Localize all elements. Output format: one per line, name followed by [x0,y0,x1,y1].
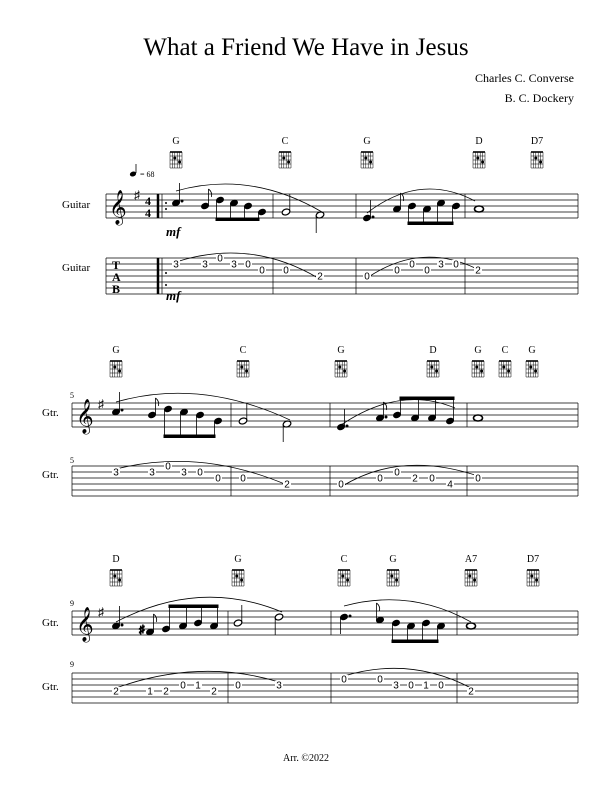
time-sig-top: 4 [145,194,151,208]
tab-fret-number [180,468,188,479]
staff-label: Guitar [62,199,91,211]
chord-diagram-g [110,345,122,377]
svg-text:3: 3 [173,259,179,271]
tab-fret-number [196,468,204,479]
svg-text:2: 2 [211,686,217,698]
tab-clef-a: A [112,270,121,284]
svg-text:3: 3 [231,259,237,271]
tempo-text: = 68 [140,170,155,179]
staff-label: Gtr. [42,617,59,629]
svg-text:0: 0 [394,265,400,277]
svg-text:0: 0 [394,467,400,479]
tab-fret-number [452,260,460,271]
tab-fret-number [179,681,187,692]
chord-diagram-g [361,136,373,168]
tab-fret-number [275,681,283,692]
tab-fret-number [437,681,445,692]
tab-fret-number [411,474,419,485]
tab-fret-number [146,687,154,698]
tab-measure-number: 5 [70,456,74,465]
system-2 [42,345,578,496]
tab-fret-number [428,474,436,485]
chord-diagram-g [526,345,538,377]
svg-text:0: 0 [180,680,186,692]
chord-name: C [501,345,509,356]
key-signature-sharp-icon: ♯ [98,605,104,619]
tab-label: Gtr. [42,681,59,693]
svg-text:0: 0 [429,473,435,485]
tab-label: Gtr. [42,469,59,481]
tab-fret-number [112,687,120,698]
tab-fret-number [340,675,348,686]
tab-dynamic-mark: mf [166,288,181,303]
tab-fret-number [423,266,431,277]
chord-diagram-g [387,554,399,586]
svg-text:0: 0 [235,680,241,692]
svg-text:2: 2 [317,271,323,283]
svg-text:0: 0 [377,674,383,686]
svg-text:0: 0 [283,265,289,277]
svg-text:0: 0 [377,473,383,485]
chord-diagram-g [232,554,244,586]
sharp-accidental-icon: ♯ [139,624,145,636]
tab-clef-t: T [112,258,121,272]
chord-name: G [389,554,397,565]
tab-measure-number: 9 [70,660,74,669]
svg-text:0: 0 [475,473,481,485]
tab-fret-number [148,468,156,479]
tab-fret-number [216,254,224,265]
tab-fret-number [376,474,384,485]
svg-text:0: 0 [409,259,415,271]
tab-fret-number [467,687,475,698]
chord-name: D [475,136,483,147]
svg-text:3: 3 [202,259,208,271]
tab-fret-number [210,687,218,698]
tab-fret-number [316,272,324,283]
chord-name: D7 [526,554,540,565]
tab-fret-number [164,462,172,473]
chord-name: C [340,554,348,565]
chord-diagram-d7 [531,136,543,168]
tab-fret-number [393,266,401,277]
chord-diagram-g [335,345,347,377]
tab-fret-number [422,681,430,692]
svg-text:1: 1 [147,686,153,698]
tab-fret-number [337,480,345,491]
score-title: What a Friend We Have in Jesus [143,34,469,61]
chord-diagram-g [170,136,182,168]
tempo-mark [129,164,154,179]
tab-fret-number [172,260,180,271]
treble-clef-icon: 𝄞 [76,400,94,433]
tab-fret-number [282,266,290,277]
notes-measure-5-8 [112,392,483,442]
chord-diagram-d7 [527,554,539,586]
tab-staff [72,466,578,496]
svg-text:3: 3 [181,467,187,479]
tab-fret-number [201,260,209,271]
svg-text:0: 0 [245,259,251,271]
svg-text:0: 0 [408,680,414,692]
svg-text:0: 0 [217,253,223,265]
tab-fret-number [393,468,401,479]
tab-fret-number [258,266,266,277]
chord-name: G [234,554,242,565]
svg-text:0: 0 [424,265,430,277]
tab-fret-number [474,474,482,485]
tab-fret-number [230,260,238,271]
tab-fret-number [363,272,371,283]
svg-text:2: 2 [113,686,119,698]
chord-diagram-c [237,345,249,377]
treble-clef-icon: 𝄞 [109,191,127,224]
tab-fret-number [234,681,242,692]
svg-text:3: 3 [276,680,282,692]
svg-text:1: 1 [423,680,429,692]
notes-measure-1-4 [172,183,484,233]
copyright-footer: Arr. ©2022 [283,753,329,764]
tab-fret-number [474,266,482,277]
chord-name: G [112,345,120,356]
svg-text:0: 0 [215,473,221,485]
chord-name: G [172,136,180,147]
tab-fret-number [194,681,202,692]
chord-diagram-d [110,554,122,586]
svg-text:2: 2 [412,473,418,485]
treble-clef-icon: 𝄞 [76,608,94,641]
arranger-credit: B. C. Dockery [504,91,574,105]
chord-name: C [281,136,289,147]
tab-fret-number [446,480,454,491]
chord-name: G [474,345,482,356]
composer-credit: Charles C. Converse [475,71,574,85]
chord-name: C [239,345,247,356]
chord-diagram-g [472,345,484,377]
svg-text:0: 0 [438,680,444,692]
chord-diagram-c [279,136,291,168]
measure-number: 9 [70,599,74,608]
measure-number: 5 [70,391,74,400]
notation-staff [72,403,578,427]
dynamic-mark: mf [166,224,181,239]
chord-name: D7 [530,136,544,147]
svg-text:0: 0 [259,265,265,277]
svg-text:3: 3 [113,467,119,479]
tab-fret-number [437,260,445,271]
svg-text:4: 4 [447,479,453,491]
key-signature-sharp-icon: ♯ [134,188,140,202]
chord-diagram-c [499,345,511,377]
chord-diagram-d [427,345,439,377]
time-sig-bottom: 4 [145,206,151,220]
tab-fret-number [376,675,384,686]
svg-text:3: 3 [393,680,399,692]
system-1 [62,136,578,303]
chord-name: D [429,345,437,356]
tab-fret-number [407,681,415,692]
svg-text:3: 3 [149,467,155,479]
system-3 [42,554,578,703]
svg-text:2: 2 [284,479,290,491]
tab-fret-number [162,687,170,698]
svg-text:1: 1 [195,680,201,692]
svg-text:0: 0 [197,467,203,479]
staff-label: Gtr. [42,407,59,419]
tab-fret-number [408,260,416,271]
tab-label: Guitar [62,262,91,274]
chord-name: D [112,554,120,565]
chord-name: G [337,345,345,356]
tab-clef-b: B [112,282,121,296]
svg-text:0: 0 [338,479,344,491]
svg-text:0: 0 [341,674,347,686]
svg-text:0: 0 [165,461,171,473]
svg-text:0: 0 [364,271,370,283]
tab-fret-number [244,260,252,271]
tab-fret-number [214,474,222,485]
svg-text:0: 0 [240,473,246,485]
tab-fret-number [392,681,400,692]
chord-name: G [363,136,371,147]
svg-text:0: 0 [453,259,459,271]
svg-text:3: 3 [438,259,444,271]
chord-diagram-d [473,136,485,168]
tab-fret-number [239,474,247,485]
chord-diagram-c [338,554,350,586]
svg-text:2: 2 [163,686,169,698]
chord-name: A7 [464,554,478,565]
svg-text:2: 2 [475,265,481,277]
tab-fret-number [112,468,120,479]
key-signature-sharp-icon: ♯ [98,397,104,411]
chord-diagram-a7 [465,554,477,586]
tab-fret-number [283,480,291,491]
chord-name: G [528,345,536,356]
svg-text:2: 2 [468,686,474,698]
